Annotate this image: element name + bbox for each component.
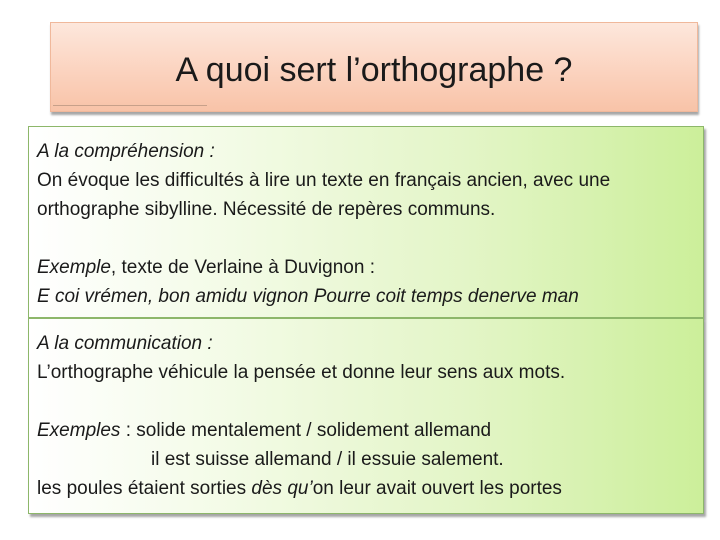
title-banner (50, 22, 698, 112)
verlaine-example-text: E coi vrémen, bon amidu vignon Pourre coit temps denerve man (37, 286, 579, 307)
communication-heading: A la communication : (37, 333, 213, 354)
comprehension-heading: A la compréhension : (37, 141, 215, 162)
comprehension-text-line-2: orthographe sibylline. Nécessité de repères communs. (37, 199, 496, 220)
examples-label: Exemples (37, 420, 121, 441)
examples-line-1 (37, 416, 695, 445)
examples-line-2: il est suisse allemand / il essuie salement. (151, 449, 504, 470)
slide-title: A quoi sert l’orthographe ? (175, 51, 573, 89)
spacer (37, 387, 695, 416)
communication-panel (28, 318, 704, 514)
comprehension-panel (28, 126, 704, 318)
examples-text-3b: on leur avait ouvert les portes (312, 478, 562, 499)
communication-text-line-1: L’orthographe véhicule la pensée et donne leur sens aux mots. (37, 362, 566, 383)
examples-text-1: : solide mentalement / solidement allemand (120, 420, 492, 441)
example-intro: , texte de Verlaine à Duvignon : (110, 257, 375, 278)
examples-line-3 (37, 474, 695, 503)
example-label: Exemple (37, 257, 111, 278)
title-underline-divider (53, 105, 207, 106)
comprehension-text-line-1: On évoque les difficultés à lire un texte en français ancien, avec une (37, 170, 611, 191)
examples-text-3a: les poules étaient sorties (37, 478, 252, 499)
example-line (37, 253, 695, 282)
examples-text-3-emphasis: dès qu’ (251, 478, 313, 499)
spacer (37, 224, 695, 253)
